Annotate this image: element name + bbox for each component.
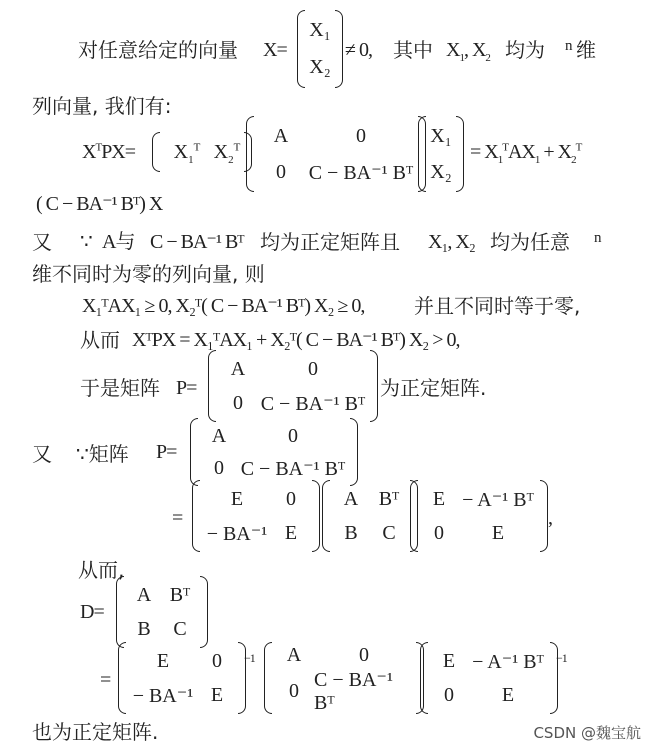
zero: 0 <box>308 357 318 380</box>
inequalities: X₁ᵀAX₁ ≥ 0, X₂ᵀ( C − BA⁻¹ Bᵀ) X₂ ≥ 0, <box>82 295 365 317</box>
grid <box>426 116 456 192</box>
matrix-l <box>118 642 246 714</box>
bracket-right <box>200 576 208 648</box>
bracket-left <box>264 642 272 714</box>
zero: 0 <box>444 683 454 706</box>
column-vector <box>418 116 464 192</box>
zero: 0 <box>359 644 369 666</box>
matrix-p <box>190 418 358 486</box>
zero: 0 <box>214 456 224 479</box>
x1: X₁ <box>309 19 331 41</box>
c-ba: C − BA⁻¹ Bᵀ <box>150 231 244 253</box>
inverse: −1 <box>244 651 255 665</box>
zero: 0 <box>289 679 299 702</box>
e: E <box>501 683 515 706</box>
mab: − A⁻¹ Bᵀ <box>472 650 544 673</box>
a: A <box>230 357 246 380</box>
x-eq: X= <box>263 39 287 61</box>
bracket-right <box>370 350 378 422</box>
text-wei: 维 <box>576 38 596 62</box>
bt: Bᵀ <box>169 583 191 606</box>
matrix-d <box>116 576 208 648</box>
x12: $X_1$, $X_2$ <box>446 39 490 64</box>
matrix-r <box>410 480 548 552</box>
because: ∵ <box>80 231 92 253</box>
neq: ≠ 0, <box>345 39 372 61</box>
e: E <box>491 521 505 544</box>
a: A <box>136 583 152 606</box>
bracket-right <box>456 116 464 192</box>
a: A <box>286 644 302 666</box>
positive: XᵀPX = X₁ᵀAX₁ + X₂ᵀ( C − BA⁻¹ Bᵀ) X₂ > 0, <box>132 329 460 351</box>
zero: 0 <box>233 391 243 414</box>
zero: 0 <box>286 487 296 510</box>
p-eq: P= <box>176 377 197 399</box>
grid <box>272 642 416 714</box>
zero: 0 <box>434 521 444 544</box>
bracket-left <box>152 132 160 172</box>
grid <box>198 418 350 486</box>
eq: = <box>100 669 111 691</box>
grid <box>254 116 418 192</box>
b: B <box>137 617 151 640</box>
grid <box>330 480 410 552</box>
e: E <box>230 487 244 510</box>
comma: , <box>548 507 552 529</box>
bracket-left <box>246 116 254 192</box>
matrix-p <box>208 350 378 422</box>
conclusion: 也为正定矩阵. <box>32 720 159 744</box>
a: A <box>273 124 289 147</box>
grid <box>126 642 238 714</box>
bracket-left <box>420 642 428 714</box>
x1: X₁ <box>430 124 452 147</box>
congr: 从而 <box>80 328 120 352</box>
eq: = <box>172 507 183 529</box>
e: E <box>210 683 224 706</box>
vector-x <box>297 10 343 88</box>
text: 均为任意 <box>490 230 570 254</box>
p-eq: P= <box>156 441 177 463</box>
mba: − BA⁻¹ <box>206 522 268 545</box>
zero: 0 <box>288 424 298 447</box>
x2t: $X_2^T$ <box>213 140 241 166</box>
bracket-left <box>418 116 426 192</box>
matrix-p <box>246 116 426 192</box>
text: 均为正定矩阵且 <box>260 230 400 254</box>
a: A <box>343 487 359 510</box>
x2: X₂ <box>430 160 452 183</box>
n: n <box>565 38 572 54</box>
text: 为正定矩阵. <box>380 376 487 400</box>
matrix-r <box>420 642 558 714</box>
cb: C − BA⁻¹ Bᵀ <box>260 392 366 415</box>
mab: − A⁻¹ Bᵀ <box>462 488 534 511</box>
e: E <box>284 521 298 544</box>
cb: C − BA⁻¹ Bᵀ <box>314 669 393 714</box>
zero: 0 <box>212 649 222 672</box>
bracket-left <box>192 480 200 552</box>
grid <box>305 10 335 88</box>
bracket-left <box>297 10 305 88</box>
e: E <box>156 649 170 672</box>
b: B <box>344 521 358 544</box>
bracket-right <box>350 418 358 486</box>
watermark: CSDN @魏宝航 <box>533 724 641 742</box>
bracket-left <box>118 642 126 714</box>
line-5: 维不同时为零的列向量, 则 <box>32 262 265 286</box>
zero: 0 <box>356 124 366 147</box>
n: n <box>594 230 601 246</box>
bracket-left <box>208 350 216 422</box>
bracket-right <box>312 480 320 552</box>
matrix-d <box>322 480 418 552</box>
congr: 从而, <box>78 558 125 582</box>
rhs: = $X_1^TAX_1 + X_2^T$ <box>470 141 582 166</box>
grid <box>418 480 540 552</box>
matrix-l <box>192 480 320 552</box>
row-vector <box>152 132 252 172</box>
grid <box>428 642 550 714</box>
bracket-left <box>410 480 418 552</box>
e: E <box>432 487 446 510</box>
you: 又 <box>32 442 52 466</box>
e: E <box>442 649 456 672</box>
cb: C − BA⁻¹ Bᵀ <box>308 161 414 184</box>
a-yu: A与 <box>102 231 135 253</box>
bracket-right <box>335 10 343 88</box>
c: C <box>382 521 396 544</box>
text-qizhong: 其中 <box>393 38 433 62</box>
bt: Bᵀ <box>378 487 400 510</box>
text: 对任意给定的向量 <box>78 38 238 62</box>
zero: 0 <box>276 160 286 183</box>
bracket-left <box>322 480 330 552</box>
x1t: $X_1^T$ <box>173 140 201 166</box>
a: A <box>211 424 227 447</box>
inverse: −1 <box>556 651 567 665</box>
xtpx: $X^TPX=$ <box>82 141 136 163</box>
line-2: 列向量, 我们有: <box>32 94 172 118</box>
d-eq: D= <box>80 601 104 623</box>
line-1 <box>78 38 238 62</box>
x2: X₂ <box>309 56 331 78</box>
yushi: 于是矩阵 <box>80 376 160 400</box>
matrix-p <box>264 642 424 714</box>
grid <box>200 480 312 552</box>
grid <box>160 132 244 172</box>
bracket-left <box>190 418 198 486</box>
bracket-right <box>540 480 548 552</box>
you: 又 <box>32 230 52 254</box>
text-junwei: 均为 <box>505 38 545 62</box>
grid <box>124 576 200 648</box>
x12: X₁, X₂ <box>428 231 475 253</box>
c: C <box>173 617 187 640</box>
mba: − BA⁻¹ <box>132 684 194 707</box>
juzhen: ∵矩阵 <box>76 442 129 466</box>
grid <box>216 350 370 422</box>
text: 并且不同时等于零, <box>414 294 581 318</box>
bracket-left <box>116 576 124 648</box>
cb: C − BA⁻¹ Bᵀ <box>240 457 346 480</box>
continuation: ( C − BA⁻¹ Bᵀ) X <box>36 193 163 215</box>
